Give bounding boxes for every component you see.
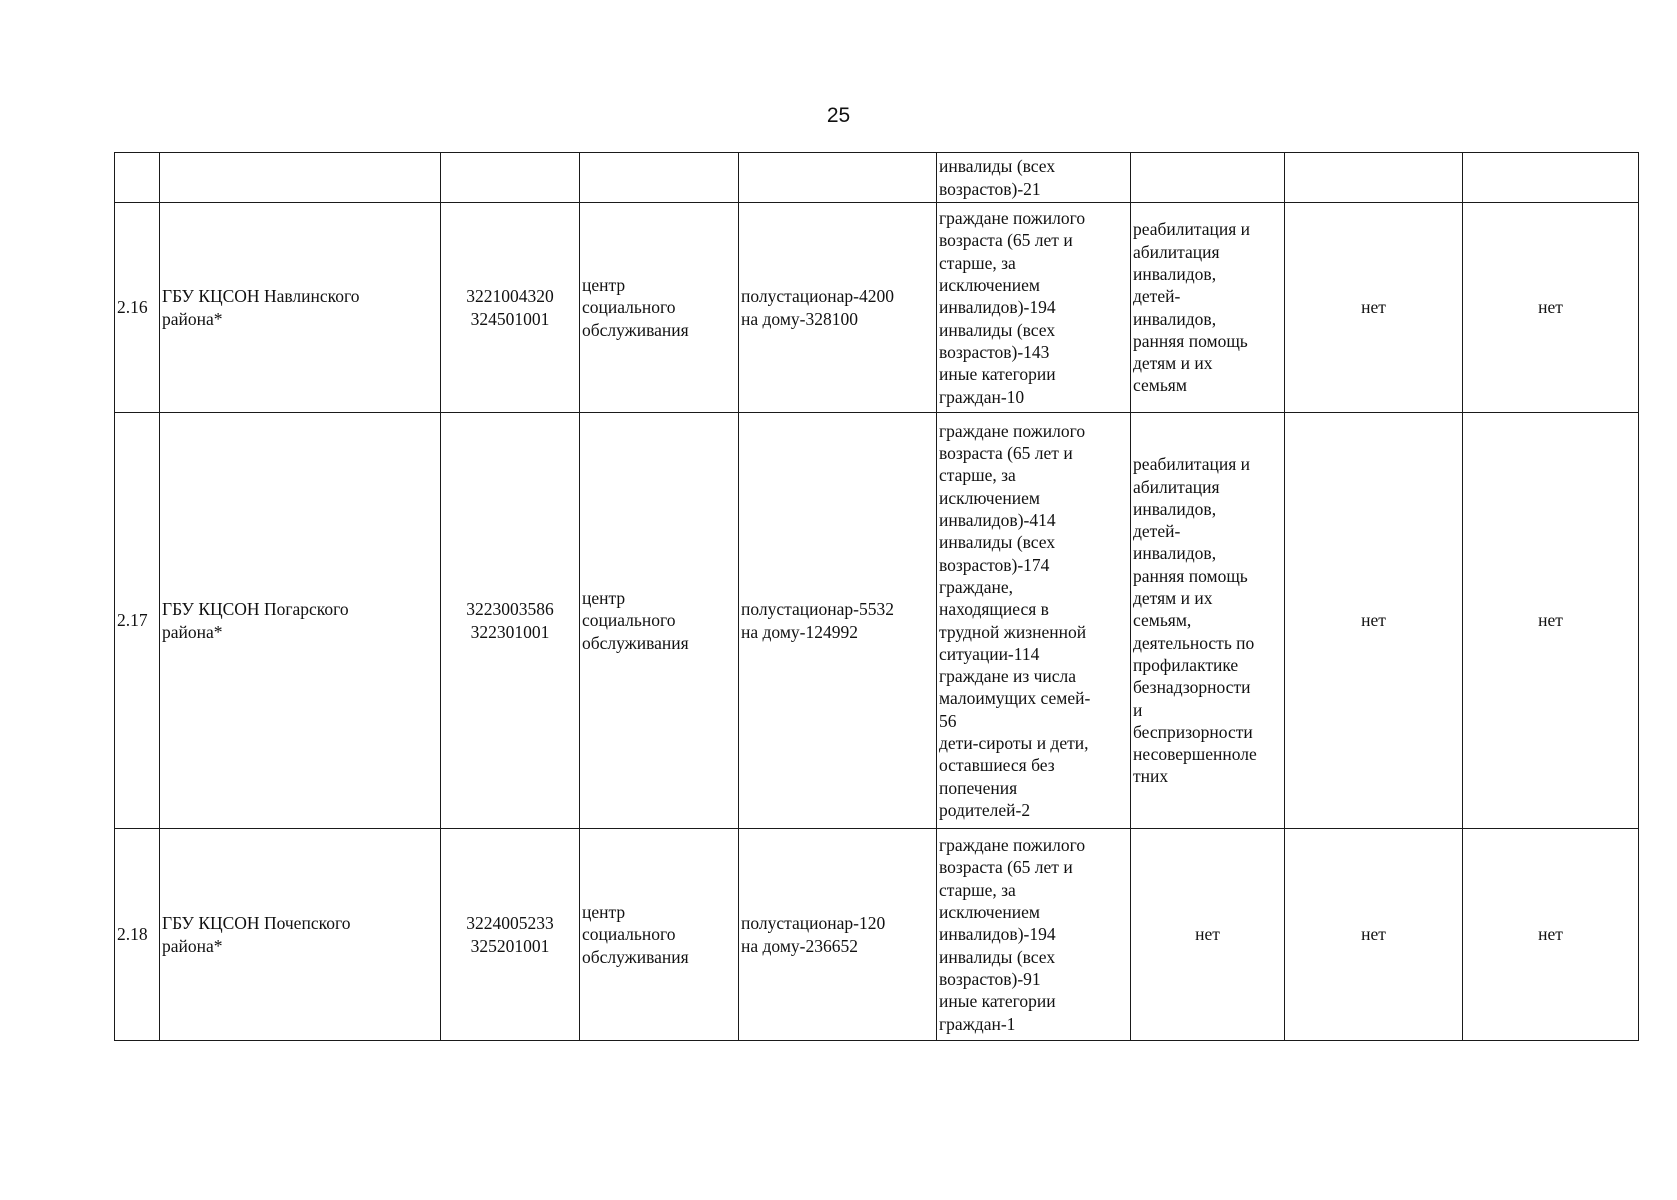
organization-type: центр социального обслуживания (582, 588, 689, 653)
row-number: 2.18 (115, 829, 160, 1041)
inn: 3223003586 (466, 599, 554, 620)
recipient-categories: граждане пожилого возраста (65 лет и старше, за исключением инвалидов)-194 инвалиды (всех возрастов)-143 иные категории граждан-10 (939, 208, 1086, 407)
recipient-categories: инвалиды (всех возрастов)-21 (939, 156, 1056, 199)
organization-name: ГБУ КЦСОН Почепского (162, 913, 351, 934)
home-service-count: на дому-236652 (741, 935, 858, 956)
providers-table (114, 152, 1639, 1041)
cell-service-forms (739, 203, 937, 413)
organization-name-cont: района* (162, 935, 223, 956)
organization-type: центр социального обслуживания (582, 902, 689, 967)
cell-col9: нет (1463, 203, 1639, 413)
cell-type (580, 153, 739, 203)
rehabilitation-services: реабилитация и абилитация инвалидов, детей- инвалидов, ранняя помощь детям и их семьям (1133, 219, 1251, 396)
cell-col9: нет (1463, 413, 1639, 829)
organization-name-cont: района* (162, 308, 223, 329)
semi-stationary-count: полустационар-4200 (741, 286, 894, 307)
cell-type (580, 203, 739, 413)
cell-service-forms (739, 153, 937, 203)
cell-col8: нет (1285, 829, 1463, 1041)
page-number: 25 (826, 104, 851, 127)
table-row-continuation (115, 153, 1639, 203)
cell-recipient-categories (937, 153, 1131, 203)
kpp: 325201001 (470, 935, 550, 956)
table-row (115, 203, 1639, 413)
cell-name (160, 203, 441, 413)
cell-rehabilitation: нет (1131, 829, 1285, 1041)
inn: 3221004320 (466, 286, 554, 307)
recipient-categories: граждане пожилого возраста (65 лет и старше, за исключением инвалидов)-194 инвалиды (всех возрастов)-91 иные категории граждан-1 (939, 835, 1086, 1034)
cell-type (580, 413, 739, 829)
cell-inn-kpp (441, 153, 580, 203)
semi-stationary-count: полустационар-120 (741, 913, 886, 934)
organization-name-cont: района* (162, 621, 223, 642)
kpp: 322301001 (470, 621, 550, 642)
cell-service-forms (739, 413, 937, 829)
cell-rehabilitation (1131, 413, 1285, 829)
table-row (115, 413, 1639, 829)
cell-recipient-categories (937, 829, 1131, 1041)
row-number: 2.16 (115, 203, 160, 413)
organization-name: ГБУ КЦСОН Навлинского (162, 286, 360, 307)
cell-service-forms (739, 829, 937, 1041)
cell-type (580, 829, 739, 1041)
organization-name: ГБУ КЦСОН Погарского (162, 599, 349, 620)
kpp: 324501001 (470, 308, 550, 329)
cell-rehabilitation (1131, 153, 1285, 203)
cell-col8: нет (1285, 203, 1463, 413)
cell-name (160, 829, 441, 1041)
cell-inn-kpp (441, 829, 580, 1041)
cell-name (160, 153, 441, 203)
inn: 3224005233 (466, 913, 554, 934)
row-number: 2.17 (115, 413, 160, 829)
semi-stationary-count: полустационар-5532 (741, 599, 894, 620)
cell-inn-kpp (441, 413, 580, 829)
cell-col8 (1285, 153, 1463, 203)
home-service-count: на дому-124992 (741, 621, 858, 642)
cell-name (160, 413, 441, 829)
cell-recipient-categories (937, 413, 1131, 829)
home-service-count: на дому-328100 (741, 308, 858, 329)
table-row (115, 829, 1639, 1041)
cell-col8: нет (1285, 413, 1463, 829)
recipient-categories: граждане пожилого возраста (65 лет и старше, за исключением инвалидов)-414 инвалиды (всех возрастов)-174 граждане, находящиеся в трудной жизненной ситуации-114 граждане из числа малоимущих семей- 56 дети-сироты и дети, оставшиеся без попечения родителей-2 (939, 420, 1091, 820)
rehabilitation-services: реабилитация и абилитация инвалидов, детей- инвалидов, ранняя помощь детям и их семьям, деятельность по профилактике безнадзорности и беспризорности несовершенноле тних (1133, 454, 1257, 787)
organization-type: центр социального обслуживания (582, 275, 689, 340)
cell-col9 (1463, 153, 1639, 203)
cell-col9: нет (1463, 829, 1639, 1041)
cell-inn-kpp (441, 203, 580, 413)
cell-recipient-categories (937, 203, 1131, 413)
cell-rehabilitation (1131, 203, 1285, 413)
cell-num (115, 153, 160, 203)
